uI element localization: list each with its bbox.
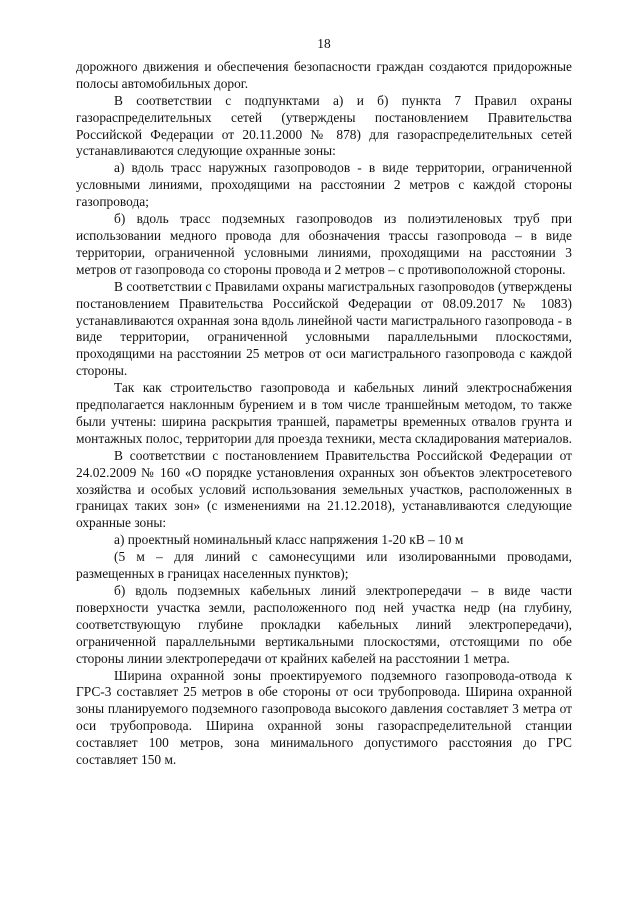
document-page bbox=[76, 36, 572, 769]
paragraph-power-grid-decree: В соответствии с постановлением Правительства Российской Федерации от 24.02.2009 № 160 «О порядке установления охранных зон объектов электросетевого хозяйства и особых условий использования земельных участков, расположенных в границах таких зон» (с изменениями на 21.12.2018), устанавливаются следующие охранные зоны: bbox=[76, 447, 572, 531]
paragraph-item-b-underground-pipelines: б) вдоль трасс подземных газопроводов из полиэтиленовых труб при использовании медного провода для обозначения трассы газопровода – в виде территории, ограниченной условными линиями, проходящими на расстоянии 3 метров от газопровода со стороны провода и 2 метров – с противоположной стороны. bbox=[76, 211, 572, 277]
paragraph-protection-zone-widths: Ширина охранной зоны проектируемого подземного газопровода-отвода к ГРС-3 составляет 25 метров в обе стороны от оси трубопровода. Ширина охранной зоны планируемого подземного газопровода высокого давления составляет 3 метра от оси трубопровода. Ширина охранной зоны газораспределительной станции составляет 100 метров, зона минимального допустимого расстояния до ГРС составляет 150 м. bbox=[76, 667, 572, 768]
paragraph-item-b-underground-cables: б) вдоль подземных кабельных линий электропередачи – в виде части поверхности участка земли, расположенного под ней участка недр (на глубину, соответствующую глубине прокладки кабельных линий электропередачи), ограниченной параллельными вертикальными плоскостями, отстоящими по обе стороны линии электропередачи от крайних кабелей на расстоянии 1 метра. bbox=[76, 583, 572, 666]
paragraph-construction-method: Так как строительство газопровода и кабельных линий электроснабжения предполагается наклонным бурением и в том числе траншейным методом, то также были учтены: ширина раскрытия траншей, параметры временных отвалов грунта и монтажных полос, территории для проезда техники, места складирования материалов. bbox=[76, 380, 572, 446]
paragraph-continuation: дорожного движения и обеспечения безопасности граждан создаются придорожные полосы автомобильных дорог. bbox=[76, 58, 572, 91]
paragraph-self-supporting-wires: (5 м – для линий с самонесущими или изолированными проводами, размещенных в границах населенных пунктов); bbox=[76, 549, 572, 582]
paragraph-item-a-outdoor-pipelines: а) вдоль трасс наружных газопроводов - в виде территории, ограниченной условными линиями, проходящими на расстоянии 2 метров с каждой стороны газопровода; bbox=[76, 160, 572, 210]
paragraph-main-pipeline-rules: В соответствии с Правилами охраны магистральных газопроводов (утверждены постановлением Правительства Российской Федерации от 08.09.2017 № 1083) устанавливаются охранная зона вдоль линейной части магистрального газопровода - в виде территории, ограниченной условными параллельными плоскостями, проходящими на расстоянии 25 метров от оси магистрального газопровода с каждой стороны. bbox=[76, 278, 572, 379]
paragraph-gas-distribution-rules: В соответствии с подпунктами а) и б) пункта 7 Правил охраны газораспределительных сетей (утверждены постановлением Правительства Российской Федерации от 20.11.2000 № 878) для газораспределительных сетей устанавливаются следующие охранные зоны: bbox=[76, 92, 572, 159]
paragraph-item-a-voltage-class: а) проектный номинальный класс напряжения 1-20 кВ – 10 м bbox=[114, 532, 464, 548]
page-number: 18 bbox=[317, 36, 331, 51]
